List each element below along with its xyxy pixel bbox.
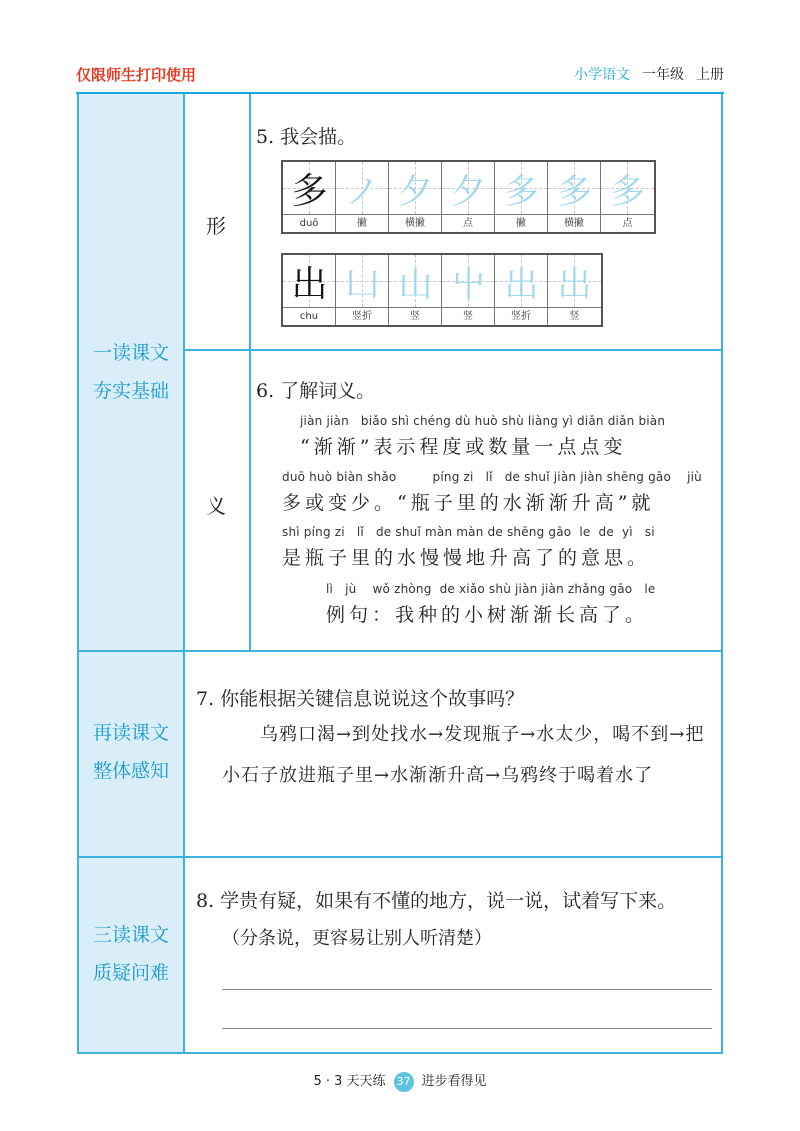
meaning-line-2 [282,470,702,515]
trace-glyph: 多 [504,171,539,212]
q5-title: 5. 我会描。 [256,126,357,148]
section-column [79,94,183,1052]
meaning-line-1 [300,414,665,459]
grid-char: 多 [291,170,328,212]
stroke-label: 竖 [442,307,494,326]
q7-title: 7. 你能根据关键信息说说这个故事吗？ [196,688,525,710]
header-right [574,64,724,84]
section-3-line1: 三读课文 [92,924,169,946]
trace-glyph: 夕 [398,171,433,212]
header-grade: 一年级 [642,67,684,83]
q7-story: 乌鸦口渴→到处找水→发现瓶子→水太少，喝不到→把小石子放进瓶子里→水渐渐升高→乌鸦终于喝着水了 [222,724,705,786]
grid-cell[interactable] [336,162,389,232]
writing-line-2[interactable] [222,1028,712,1029]
grid-cell-main [283,162,336,232]
grid-cell[interactable] [389,255,442,325]
stroke-label: 竖 [548,307,601,326]
stroke-label: 竖折 [336,307,388,326]
pinyin-line: shì píng zi lǐ de shuǐ màn màn de shēng gāo le de yì si [282,525,655,539]
grid-cell[interactable] [336,255,389,325]
trace-glyph: 凵 [345,264,380,305]
q8-title: 8. 学贵有疑，如果有不懂的地方，说一说，试着写下来。 [196,890,677,912]
grid-pinyin: duō [283,214,335,233]
section-1-line1: 一读课文 [92,342,169,364]
divider-section-1 [79,650,723,652]
grid-cell[interactable] [548,255,601,325]
grid-cell[interactable] [548,162,601,232]
pinyin-line: duō huò biàn shǎo píng zi lǐ de shuǐ jiàn jiàn shēng gāo jiù [282,470,702,484]
stroke-label: 横撇 [389,214,441,233]
stroke-label: 竖折 [495,307,547,326]
divider-row-shape [183,349,723,351]
section-2-line1: 再读课文 [92,722,169,744]
header-left: 仅限师生打印使用 [76,66,197,84]
pinyin-line: jiàn jiàn biǎo shì chéng dù huò shù liàng yì diǎn diǎn biàn [300,414,666,428]
meaning-line-3 [282,525,655,570]
grid-char: 出 [291,263,328,305]
q8-subtitle: （分条说，更容易让别人听清楚） [222,928,492,949]
stroke-grid-duo [281,160,656,234]
trace-glyph: 多 [610,171,645,212]
grid-cell[interactable] [495,255,548,325]
divider-section-2 [79,856,723,858]
sublabel-shape: 形 [206,214,226,238]
grid-cell[interactable] [495,162,548,232]
sublabel-meaning: 义 [206,494,226,518]
page-number: 37 [394,1072,414,1092]
header-subject: 小学语文 [574,67,630,83]
footer [0,1070,800,1092]
stroke-label: 点 [442,214,494,233]
footer-slogan: 进步看得见 [421,1074,487,1089]
section-1-line2: 夯实基础 [92,380,169,402]
stroke-label: 撇 [336,214,388,233]
trace-glyph: 山 [398,264,433,305]
grid-cell[interactable] [442,255,495,325]
footer-brand: 5 · 3 天天练 [313,1074,386,1089]
writing-line-1[interactable] [222,989,712,990]
section-label-1 [79,334,183,410]
text-line: 是瓶子里的水慢慢地升高了的意思。 [282,547,651,569]
trace-glyph: 夕 [451,171,486,212]
trace-glyph: ノ [345,171,380,212]
stroke-label: 点 [601,214,654,233]
text-line: 例句：我种的小树渐渐长高了。 [326,604,649,626]
grid-cell[interactable] [601,162,654,232]
section-label-2 [79,714,183,790]
q6-title: 6. 了解词义。 [256,380,376,402]
divider-vertical-2 [249,94,251,650]
section-label-3 [79,916,183,992]
section-2-line2: 整体感知 [92,760,169,782]
text-line: “渐渐”表示程度或数量一点点变 [300,436,627,458]
trace-glyph: 出 [557,264,592,305]
grid-cell-main [283,255,336,325]
stroke-grid-chu [281,253,603,327]
stroke-label: 撇 [495,214,547,233]
trace-glyph: 多 [557,171,592,212]
grid-cell[interactable] [389,162,442,232]
meaning-line-4 [326,582,655,627]
trace-glyph: 出 [504,264,539,305]
grid-cell[interactable] [442,162,495,232]
trace-glyph: 屮 [451,264,486,305]
text-line: 多或变少。“瓶子里的水渐渐升高”就 [282,492,655,514]
stroke-label: 竖 [389,307,441,326]
stroke-label: 横撇 [548,214,600,233]
grid-pinyin: chu [283,307,335,326]
pinyin-line: lì jù wǒ zhòng de xiǎo shù jiàn jiàn zhǎng gāo le [326,582,656,596]
section-3-line2: 质疑问难 [92,962,169,984]
header-volume: 上册 [696,67,724,83]
